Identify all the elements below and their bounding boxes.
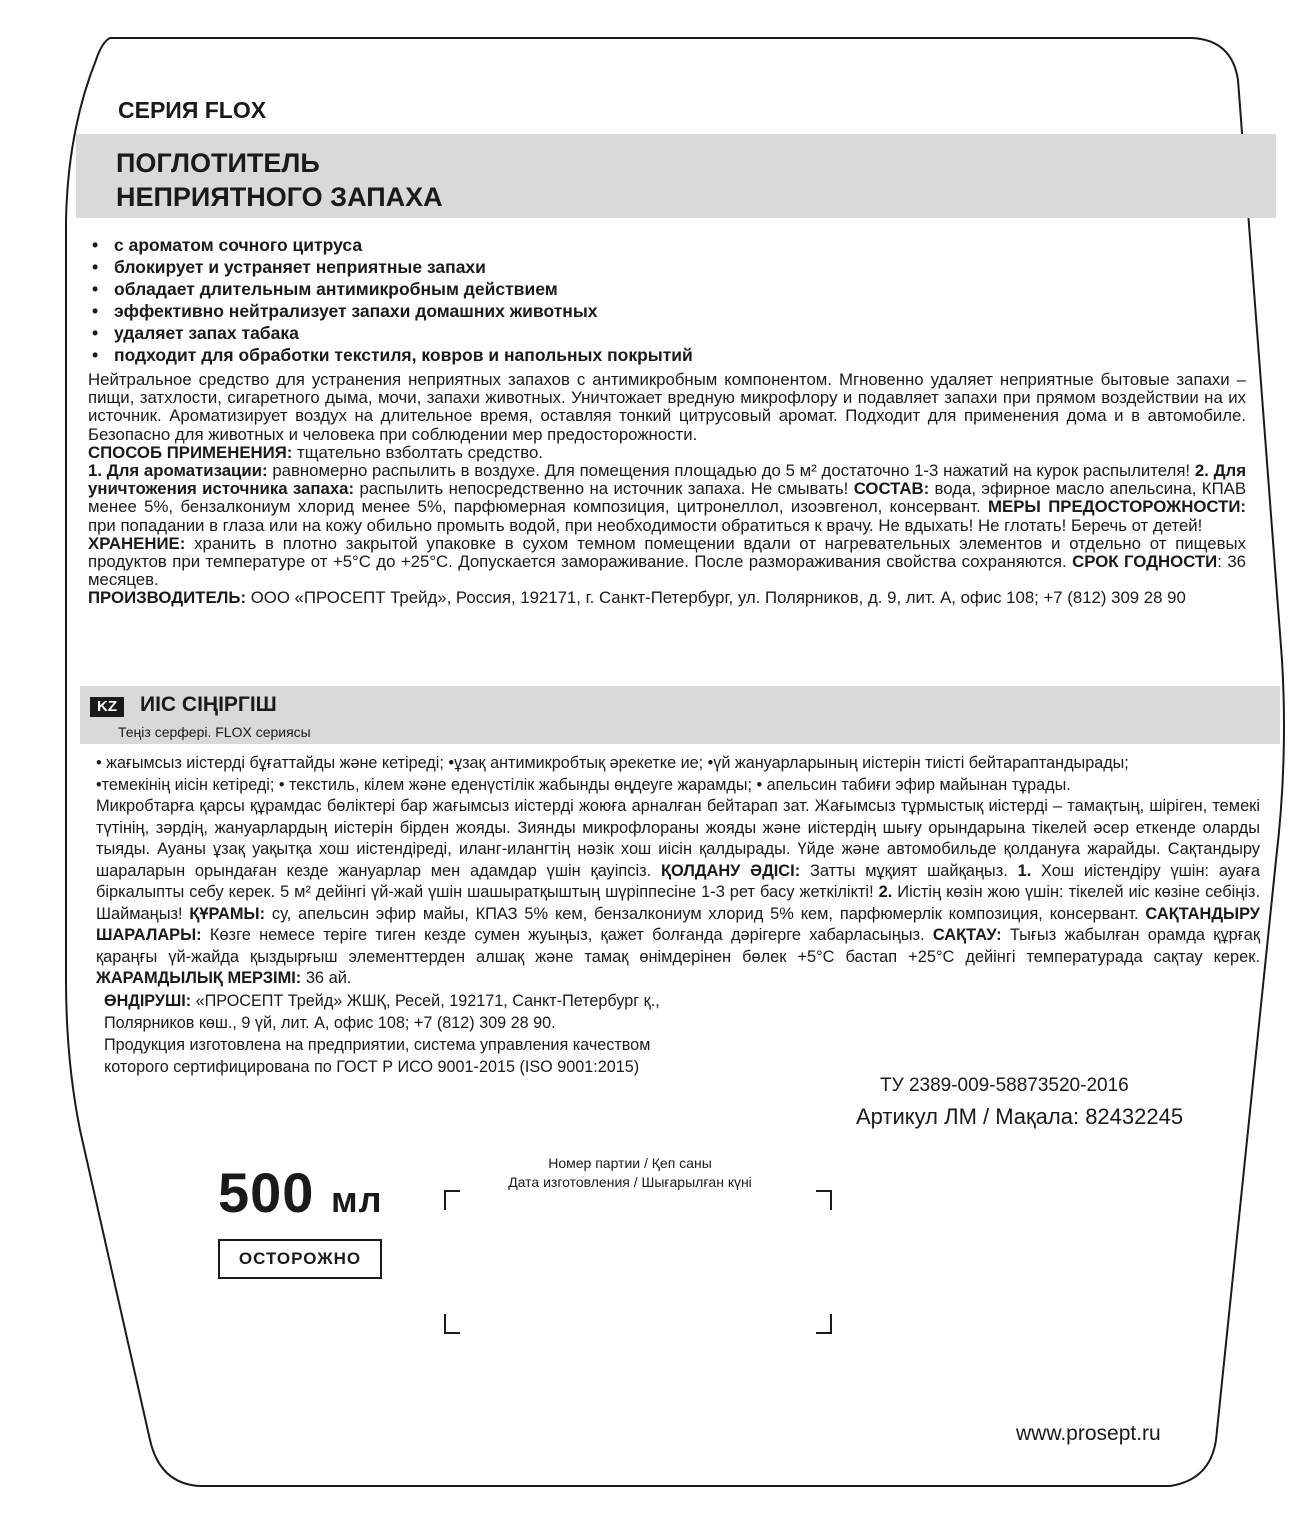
- volume: [218, 1160, 383, 1225]
- feature-text: • с ароматом сочного цитруса: [114, 235, 363, 255]
- ru-composition: вода, эфирное масло апельсина, КПАВ менее 5%, бензалкониум хлорид менее 5%, парфюмерная композиция, цитронеллол, изоэвгенол, консервант.: [88, 479, 1247, 517]
- feature-item: [92, 278, 693, 300]
- ru-usage: тщательно взболтать средство.: [292, 442, 543, 462]
- kz-badge: KZ: [90, 697, 124, 717]
- batch-number-label: Номер партии / Қеп саны: [548, 1155, 712, 1171]
- tu-code: ТУ 2389-009-58873520-2016: [880, 1075, 1129, 1096]
- feature-list: [92, 234, 693, 366]
- kz-maker-line2: Полярников көш., 9 үй, лит. А, офис 108; +7 (812) 309 28 90.: [104, 1013, 556, 1032]
- kz-bullets-line1: • жағымсыз иістерді бұғаттайды және кетіреді; •ұзақ антимикробтық әрекетке ие; •үй жануарларының иістерін тиісті бейтараптандырады;: [96, 754, 1129, 772]
- ru-destroy-heading: 2. Для уничтожения источника запаха:: [88, 461, 1246, 499]
- batch-frame-corner-br: [816, 1314, 832, 1334]
- kz-aroma-heading: 1.: [1007, 861, 1032, 880]
- ru-precautions: при попадании в глаза или на кожу обильно промыть водой, при необходимости обратиться к врачу. Не вдыхать! Не глотать! Беречь от детей!: [88, 515, 1203, 535]
- feature-item: [92, 322, 693, 344]
- product-title: [116, 146, 443, 214]
- batch-info: [470, 1154, 790, 1192]
- kz-destroy-heading: 2.: [873, 883, 893, 901]
- kz-maker-block: [104, 990, 1260, 1078]
- ru-shelf-heading: СРОК ГОДНОСТИ: [1066, 552, 1218, 572]
- kz-aroma: Хош иістендіру үшін: ауаға біркалыпты себу керек. 5 м² дейінгі үй-жай үшін шашыратқыштың шүріппесіне 1-3 рет басу жеткілікті!: [96, 861, 1260, 901]
- kazakh-description: [96, 752, 1260, 1078]
- volume-number: 500: [218, 1161, 315, 1224]
- kz-maker-line1: «ПРОСЕПТ Трейд» ЖШҚ, Ресей, 192171, Санкт-Петербург қ.,: [191, 991, 660, 1010]
- website-url: www.prosept.ru: [1016, 1422, 1161, 1445]
- kz-precautions: Көзге немесе теріге тиген кезде сумен жуыңыз, қажет болғанда дәрігерге хабарласыңыз.: [201, 926, 925, 944]
- kz-bullets-line2: •темекінің иісін кетіреді; • текстиль, кілем және еденүстілік жабынды өңдеуге жарамды; • апельсин табиғи эфир майынан тұрады.: [96, 776, 1071, 794]
- kz-composition-heading: ҚҰРАМЫ:: [182, 904, 266, 923]
- ru-aroma: равномерно распылить в воздухе. Для помещения площадью до 5 м² достаточно 1-3 нажатий на курок распылителя!: [267, 461, 1191, 481]
- kz-shelf-heading: ЖАРАМДЫЛЫҚ МЕРЗІМІ:: [96, 969, 302, 987]
- manufacture-date-label: Дата изготовления / Шығарылған күні: [508, 1174, 752, 1190]
- ru-shelf: : 36 месяцев.: [88, 552, 1246, 590]
- kz-shelf: 36 ай.: [301, 969, 352, 987]
- ru-storage-heading: ХРАНЕНИЕ:: [88, 533, 186, 553]
- feature-text: • удаляет запах табака: [114, 323, 299, 343]
- kz-maker-heading: ӨНДІРУШІ:: [104, 991, 192, 1010]
- ru-composition-heading: СОСТАВ:: [848, 479, 930, 499]
- kz-precautions-heading: САҚТАНДЫРУ ШАРАЛАРЫ:: [96, 904, 1260, 944]
- feature-item: [92, 256, 693, 278]
- article-number: Артикул ЛМ / Мақала: 82432245: [856, 1104, 1184, 1129]
- kz-title: ИІС СІҢІРГІШ: [140, 693, 277, 716]
- volume-unit: мл: [331, 1179, 383, 1220]
- kz-storage: Тығыз жабылған орамда құрғақ қараңғы үй-жайда қыздырғыш элементтерден алшақ және тамақ өнімдерінен бөлек +5°С бастап +25°С дейінгі температурада сақтау керек.: [96, 926, 1261, 966]
- ru-aroma-heading: 1. Для ароматизации:: [88, 461, 268, 481]
- batch-frame-corner-tl: [444, 1190, 460, 1210]
- kz-storage-heading: САҚТАУ:: [924, 926, 1002, 944]
- series-label: СЕРИЯ FLOX: [118, 97, 267, 123]
- ru-destroy: распылить непосредственно на источник запаха. Не смывать!: [354, 479, 849, 499]
- kz-composition: су, апельсин эфир майы, КПАЗ 5% кем, бензалкониум хлорид 5% кем, парфюмерлік композиция, консервант.: [265, 904, 1139, 923]
- feature-text: • блокирует и устраняет неприятные запахи: [114, 257, 486, 277]
- feature-text: • эффективно нейтрализует запахи домашних животных: [114, 301, 598, 321]
- feature-item: [92, 300, 693, 322]
- kz-destroy: Иістің көзін жою үшін: тікелей иіс көзіне себіңіз. Шаймаңыз!: [96, 883, 1261, 923]
- feature-text: • обладает длительным антимикробным действием: [114, 279, 558, 299]
- ru-precautions-heading: МЕРЫ ПРЕДОСТОРОЖНОСТИ:: [980, 497, 1246, 517]
- ru-maker-heading: ПРОИЗВОДИТЕЛЬ:: [88, 588, 247, 608]
- russian-description: [88, 371, 1246, 608]
- batch-frame-corner-bl: [444, 1314, 460, 1334]
- feature-item: [92, 344, 693, 366]
- ru-usage-heading: СПОСОБ ПРИМЕНЕНИЯ:: [88, 442, 293, 462]
- kz-usage-heading: ҚОЛДАНУ ӘДІСІ:: [651, 861, 801, 880]
- ru-maker: ООО «ПРОСЕПТ Трейд», Россия, 192171, г. Санкт-Петербург, ул. Полярников, д. 9, лит. А, офис 108; +7 (812) 309 28 90: [246, 588, 1186, 608]
- product-title-line2: НЕПРИЯТНОГО ЗАПАХА: [116, 182, 443, 212]
- ru-storage: хранить в плотно закрытой упаковке в сухом темном помещении вдали от нагревательных элементов и отдельно от пищевых продуктов при температуре от +5°С до +25°С. Допускается замораживание. После размораживания свойства сохраняются.: [88, 533, 1246, 572]
- product-title-line1: ПОГЛОТИТЕЛЬ: [116, 148, 320, 178]
- feature-text: • подходит для обработки текстиля, ковров и напольных покрытий: [114, 345, 693, 365]
- batch-frame-corner-tr: [816, 1190, 832, 1210]
- kz-subtitle: Теңіз серфері. FLOX сериясы: [118, 724, 311, 740]
- ru-intro: Нейтральное средство для устранения неприятных запахов с антимикробным компонентом. Мгновенно удаляет неприятные бытовые запахи – пищи, затхлости, сигаретного дыма, мочи, запахи животных. Уничтожает вредную микрофлору и подавляет запахи при прямом воздействии на их источник. Ароматизирует воздух на длительное время, оставляя тонкий цитрусовый аромат. Подходит для применения дома и в автомобиле. Безопасно для животных и человека при соблюдении мер предосторожности.: [88, 370, 1246, 444]
- kz-intro: Микробтарға қарсы құрамдас бөліктері бар жағымсыз иістерді жоюға арналған бейтарап зат. Жағымсыз тұрмыстық иістерді – тамақтың, шіріген, темекі түтінің, зәрдің, жануарлардың иістерін бірден жояды. Зиянды микрофлораны жояды және иістердің шығу орындарына тікелей әсер еткенде оларды тыяды. Ауаны ұзақ уақытқа хош иістендіреді, иланг-илангтің нәзік хош иісін қалдырады. Үйде және автомобильде қолдануға жарайды. Сақтандыру шараларын орындаған кезде жануарлар мен адамдар үшін қауіпсіз.: [96, 797, 1260, 880]
- caution-box: ОСТОРОЖНО: [218, 1239, 382, 1279]
- kz-usage: Затты мұқият шайқаңыз.: [800, 861, 1008, 880]
- feature-item: [92, 234, 693, 256]
- certification-line2: которого сертифицирована по ГОСТ Р ИСО 9001-2015 (ISO 9001:2015): [104, 1057, 640, 1076]
- certification-line1: Продукция изготовлена на предприятии, система управления качеством: [104, 1035, 651, 1054]
